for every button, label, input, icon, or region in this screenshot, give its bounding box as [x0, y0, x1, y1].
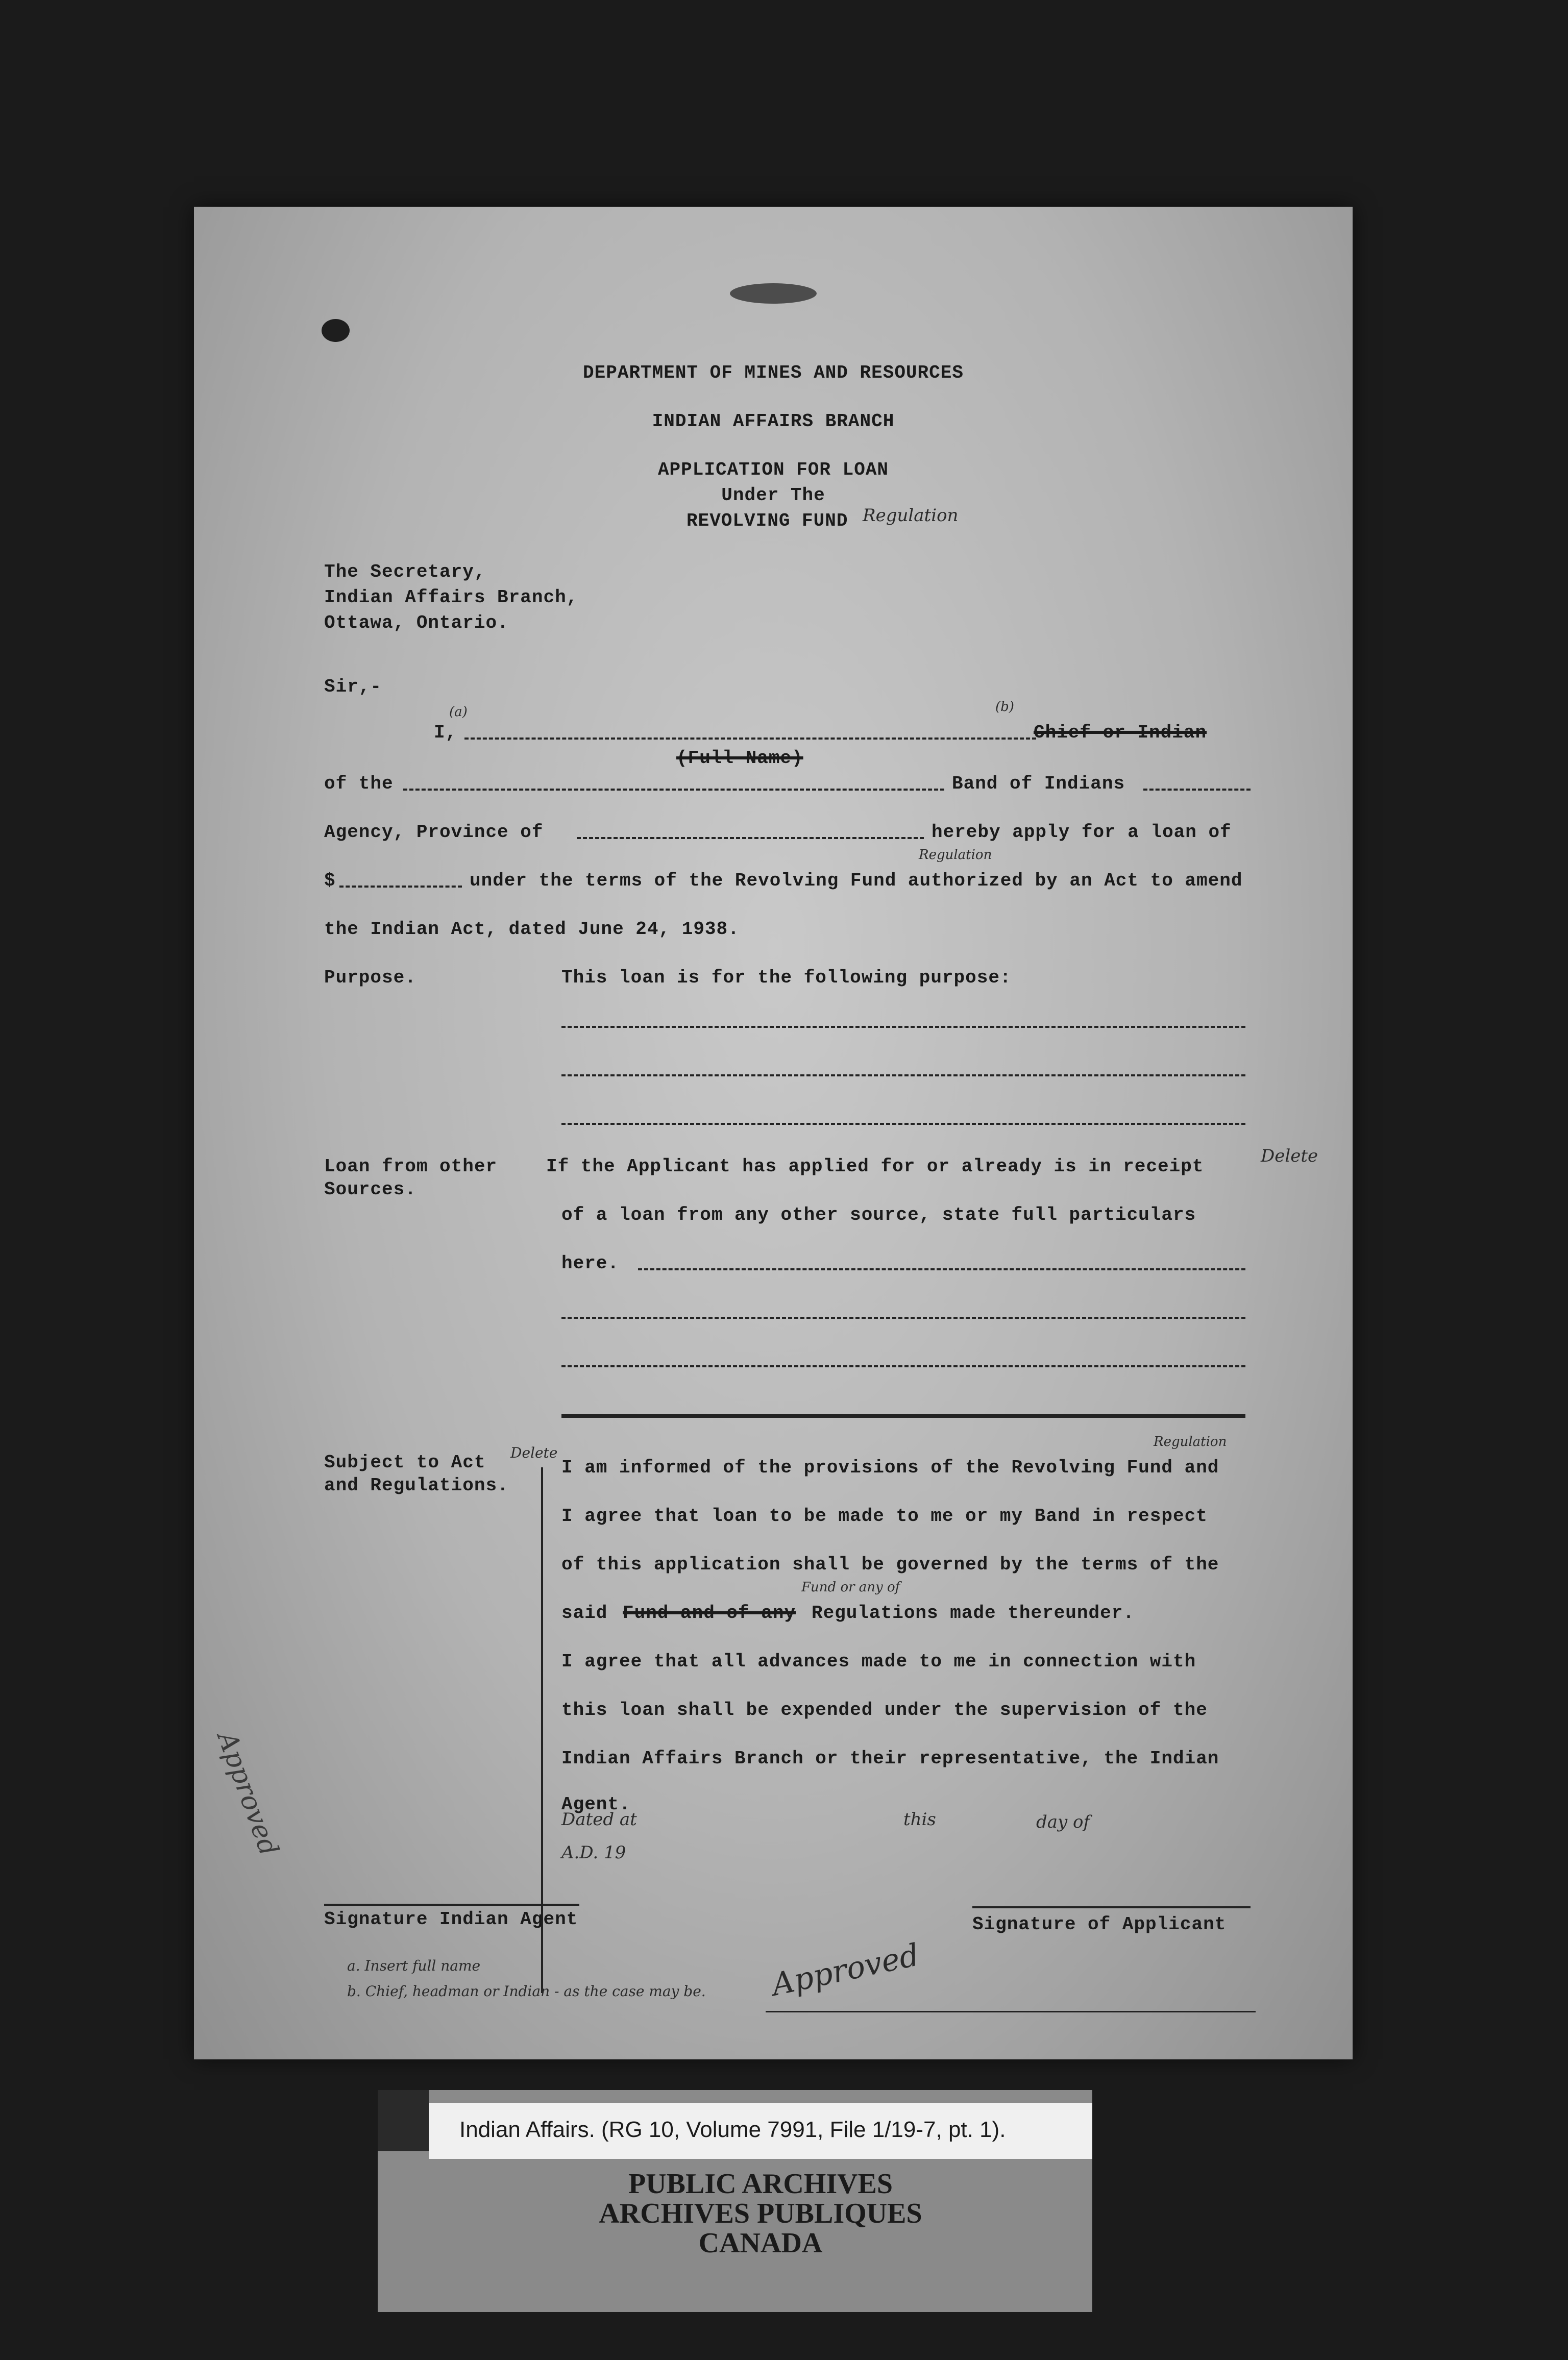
applicant-name-line[interactable] [464, 738, 1036, 740]
branch-heading: INDIAN AFFAIRS BRANCH [652, 411, 895, 432]
handwritten-margin-approval: Approved [211, 1728, 284, 1860]
subject-line-2: I agree that loan to be made to me or my Band in respect [561, 1506, 1208, 1527]
subject-line-4-rest: Regulations made thereunder. [812, 1603, 1135, 1624]
form-subtitle: Under The [721, 485, 825, 506]
address-line-1: The Secretary, [324, 561, 486, 582]
applicant-signature-line[interactable] [972, 1906, 1251, 1908]
purpose-line-2[interactable] [561, 1074, 1245, 1076]
subject-line-4-struck: Fund and of any [623, 1603, 796, 1624]
other-sources-text-3: here. [561, 1253, 620, 1274]
department-heading: DEPARTMENT OF MINES AND RESOURCES [583, 362, 964, 383]
handwritten-regulation-terms: Regulation [919, 847, 992, 863]
loan-amount-line[interactable] [339, 886, 462, 888]
other-sources-label-2: Sources. [324, 1179, 416, 1200]
handwritten-regulation-subject: Regulation [1154, 1434, 1227, 1449]
applicant-prefix: I, [434, 722, 457, 743]
hereby-apply-text: hereby apply for a loan of [932, 822, 1232, 843]
purpose-line-3[interactable] [561, 1123, 1245, 1125]
subject-line-8: Agent. [561, 1794, 631, 1815]
handwritten-day-of: day of [1036, 1812, 1090, 1832]
indian-act-text: the Indian Act, dated June 24, 1938. [324, 919, 740, 940]
marker-a: (a) [449, 704, 468, 720]
handwritten-dated-at: Dated at [561, 1809, 637, 1830]
other-sources-line-3[interactable] [561, 1365, 1245, 1367]
subject-line-4-prefix: said [561, 1603, 608, 1624]
margin-note-delete-2: Delete [510, 1444, 558, 1461]
document-page [194, 207, 1353, 2059]
subject-line-5: I agree that all advances made to me in connection with [561, 1651, 1196, 1672]
subject-line-1: I am informed of the provisions of the Revolving Fund and [561, 1457, 1219, 1478]
other-sources-text-1: If the Applicant has applied for or already is in receipt [546, 1156, 1204, 1177]
subject-line-6: this loan shall be expended under the supervision of the [561, 1700, 1208, 1720]
purpose-text: This loan is for the following purpose: [561, 967, 1012, 988]
purpose-label: Purpose. [324, 967, 416, 988]
salutation: Sir,- [324, 676, 382, 697]
struck-fullname: (Full Name) [676, 748, 803, 769]
subject-line-3: of this application shall be governed by the terms of the [561, 1554, 1219, 1575]
other-sources-line-2[interactable] [561, 1317, 1245, 1319]
address-line-3: Ottawa, Ontario. [324, 612, 509, 633]
band-trailing-line[interactable] [1143, 789, 1251, 791]
bottom-divider [766, 2011, 1256, 2012]
subject-label-2: and Regulations. [324, 1475, 509, 1496]
subject-line-7: Indian Affairs Branch or their representative, the Indian [561, 1748, 1219, 1769]
agency-province-label: Agency, Province of [324, 822, 544, 843]
scribble-mark [730, 283, 817, 304]
band-of-indians-label: Band of Indians [952, 773, 1125, 794]
archive-reference: Indian Affairs. (RG 10, Volume 7991, File 1/19-7, pt. 1). [459, 2117, 1006, 2142]
dollar-sign: $ [324, 870, 336, 891]
margin-note-delete-1: Delete [1261, 1146, 1318, 1166]
struck-title: Chief or Indian [1034, 722, 1207, 743]
band-name-line[interactable] [403, 789, 944, 791]
archive-stamp-line-2: ARCHIVES PUBLIQUES [599, 2198, 922, 2229]
other-sources-line-1[interactable] [638, 1268, 1245, 1270]
form-fund-title: REVOLVING FUND [687, 510, 848, 531]
of-the-label: of the [324, 773, 394, 794]
footnote-b: b. Chief, headman or Indian - as the case may be. [347, 1983, 706, 2000]
address-line-2: Indian Affairs Branch, [324, 587, 578, 608]
other-sources-text-2: of a loan from any other source, state full particulars [561, 1204, 1196, 1225]
subject-label-1: Subject to Act [324, 1452, 486, 1473]
marker-b: (b) [995, 699, 1014, 715]
archive-stamp-line-1: PUBLIC ARCHIVES [628, 2168, 893, 2200]
handwritten-approved: Approved [768, 1937, 922, 2003]
agent-signature-label: Signature Indian Agent [324, 1909, 578, 1930]
handwritten-this: this [903, 1809, 936, 1830]
handwritten-fund-or-any: Fund or any of [801, 1580, 900, 1595]
other-sources-label-1: Loan from other [324, 1156, 498, 1177]
applicant-signature-label: Signature of Applicant [972, 1914, 1227, 1935]
struck-out-line [561, 1414, 1245, 1418]
archive-stamp-line-3: CANADA [698, 2227, 823, 2259]
handwritten-ad: A.D. 19 [561, 1842, 626, 1863]
form-title: APPLICATION FOR LOAN [657, 459, 889, 480]
archive-stamp [429, 2169, 1092, 2258]
purpose-line-1[interactable] [561, 1026, 1245, 1028]
archive-label-tab [378, 2090, 429, 2151]
agent-signature-line[interactable] [324, 1904, 579, 1906]
terms-text: under the terms of the Revolving Fund authorized by an Act to amend [470, 870, 1243, 891]
handwritten-regulation: Regulation [863, 505, 959, 526]
ink-blot [322, 319, 350, 342]
footnote-a: a. Insert full name [347, 1957, 481, 1974]
province-line[interactable] [577, 837, 924, 839]
